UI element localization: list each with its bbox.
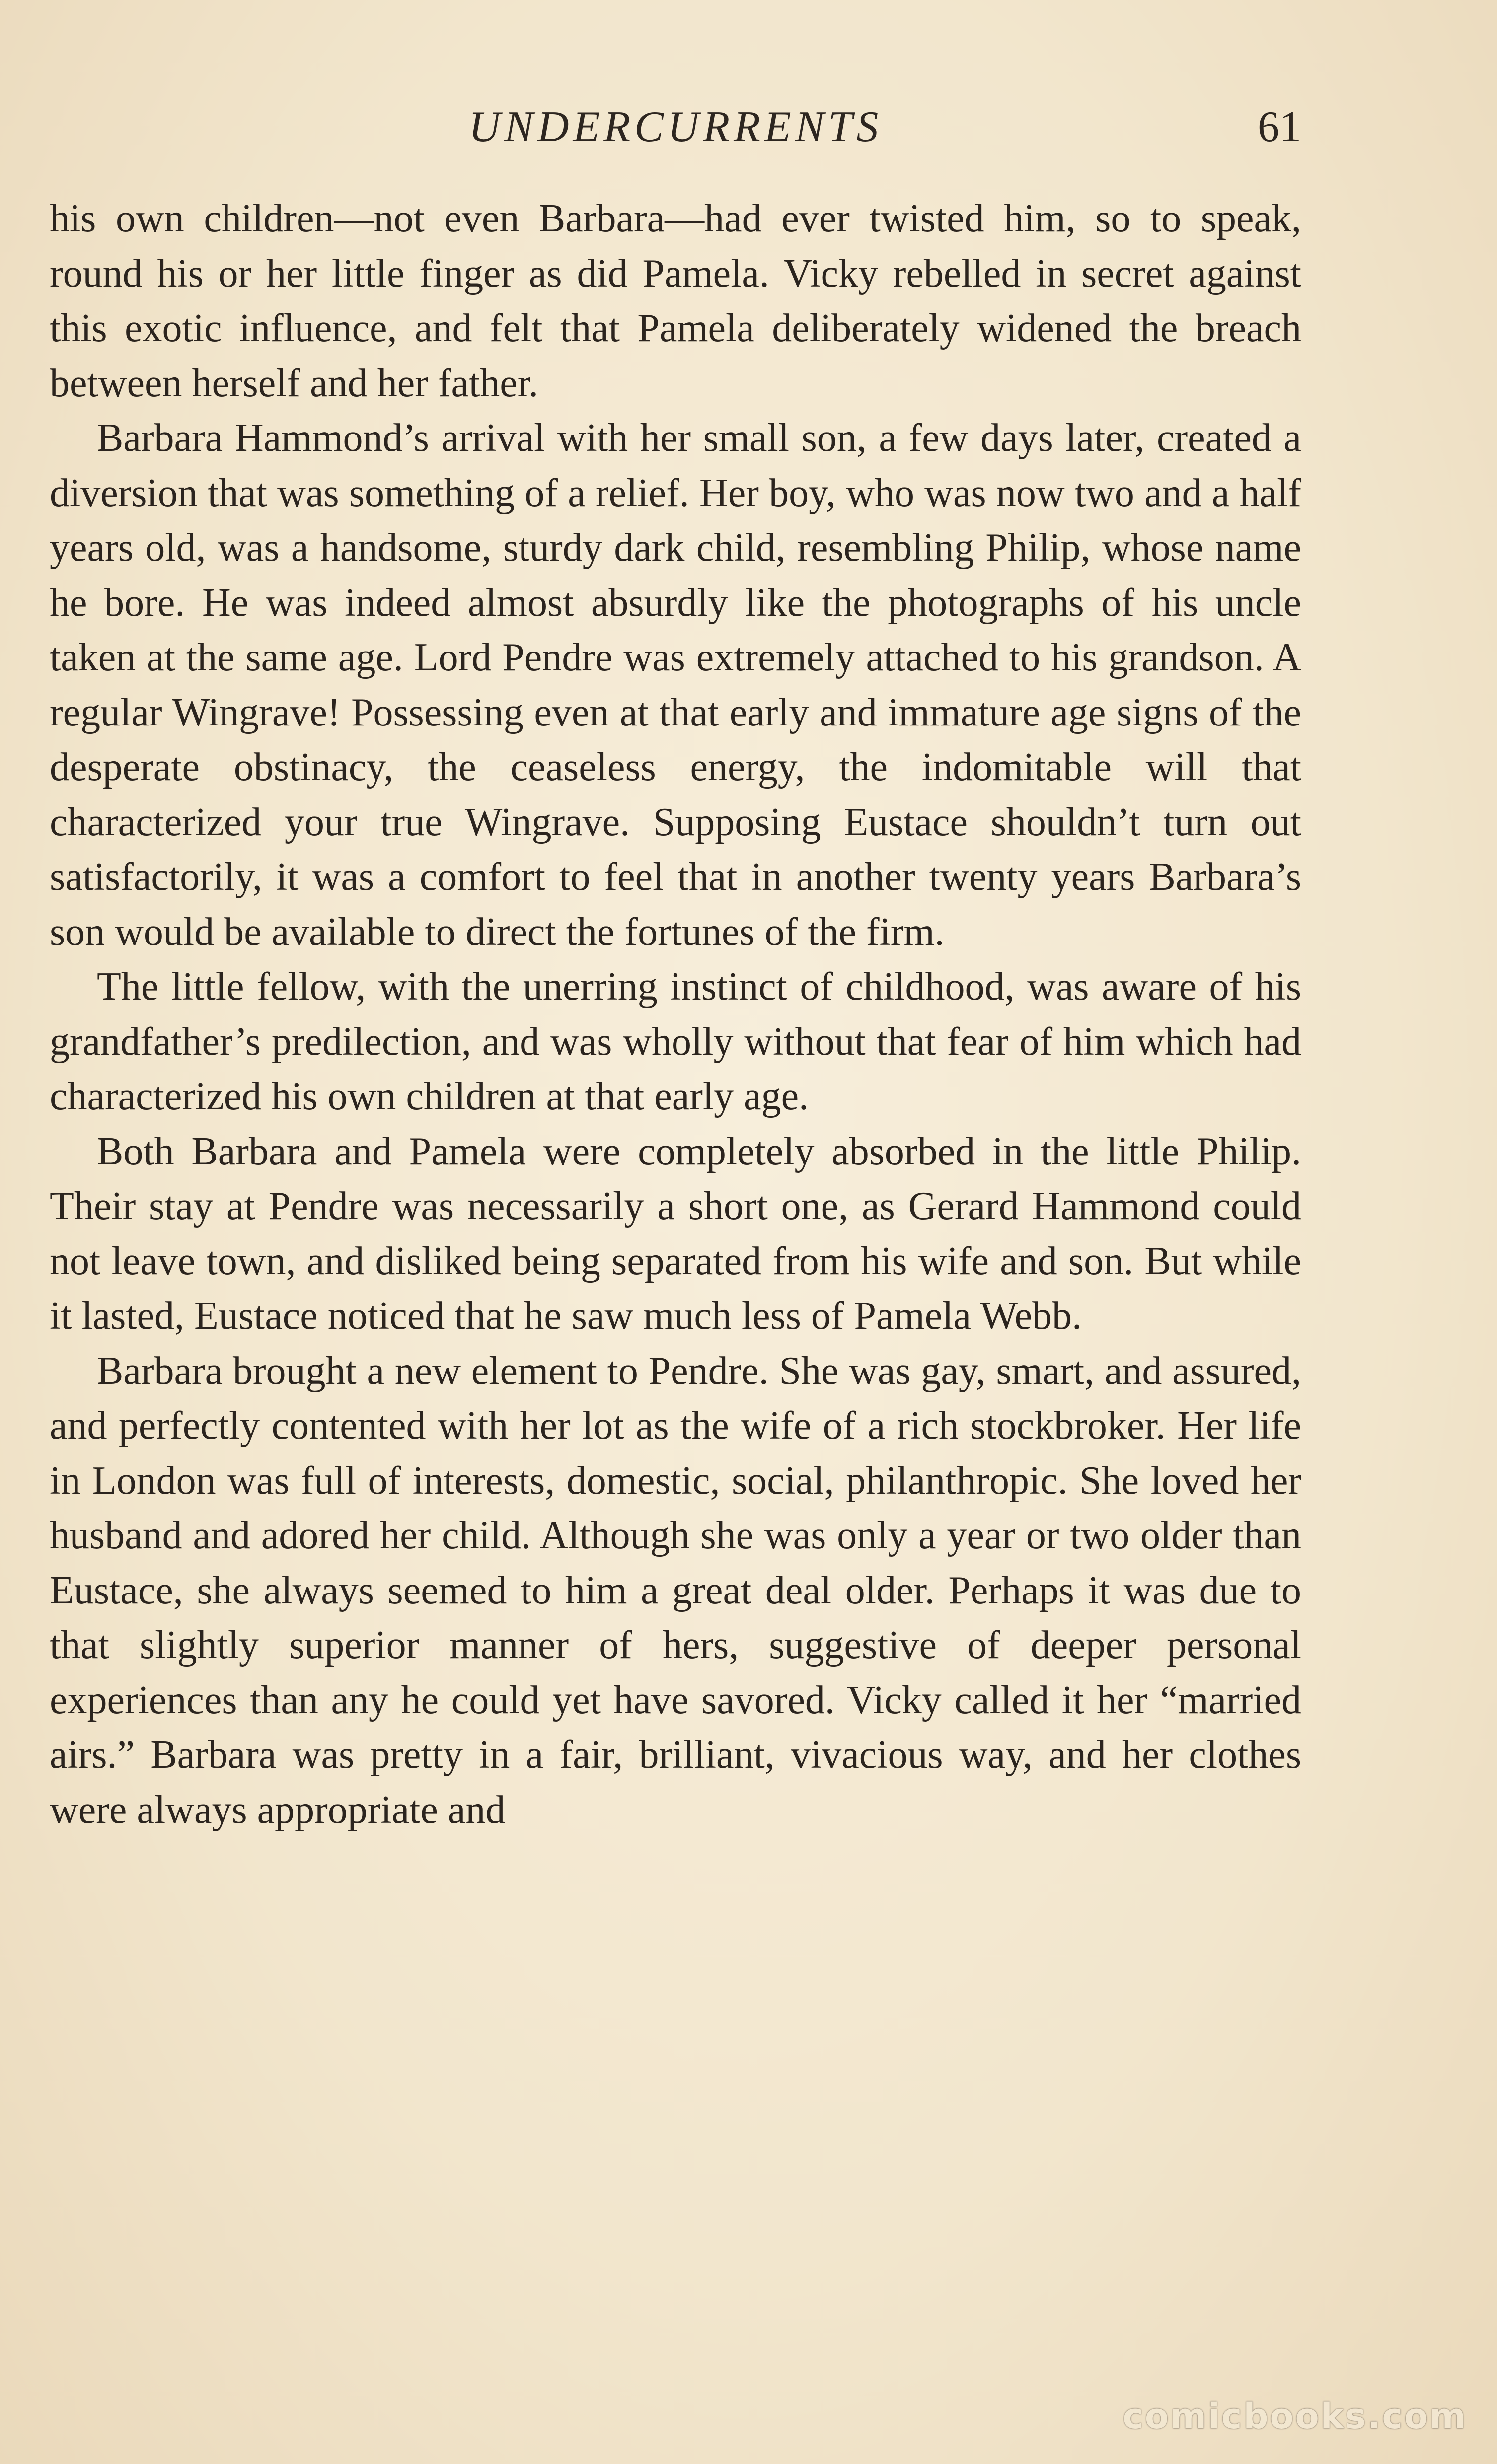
- paragraph-1: his own children—not even Barbara—had ever twisted him, so to speak, round his or her little finger as did Pamela. Vicky rebelled in secret against this exotic influence, and felt that Pamela deliberately widened the breach between herself and her father.: [50, 197, 1301, 405]
- paragraph-4: Both Barbara and Pamela were completely absorbed in the little Philip. Their stay at Pendre was necessarily a short one, as Gerard Hammond could not leave town, and disliked being separated from his wife and son. But while it lasted, Eustace noticed that he saw much less of Pamela Webb.: [50, 1129, 1301, 1338]
- paragraph-2: Barbara Hammond’s arrival with her small son, a few days later, created a diversion that was something of a relief. Her boy, who was now two and a half years old, was a handsome, sturdy dark child, resembling Philip, whose name he bore. He was indeed almost absurdly like the photographs of his uncle taken at the same age. Lord Pendre was extremely attached to his grandson. A regular Wingrave! Possessing even at that early and immature age signs of the desperate obstinacy, the ceaseless energy, the indomitable will that characterized your true Wingrave. Supposing Eustace shouldn’t turn out satisfactorily, it was a comfort to feel that in another twenty years Barbara’s son would be available to direct the fortunes of the firm.: [50, 416, 1301, 954]
- paragraph-3: The little fellow, with the unerring instinct of childhood, was aware of his grandfather’s predilection, and was wholly without that fear of him which had characterized his own children at that early age.: [50, 965, 1301, 1118]
- watermark-logo: comicbooks.com: [1123, 2396, 1467, 2437]
- body-text: [50, 191, 1301, 1837]
- running-head: [50, 102, 1301, 161]
- paragraph-5: Barbara brought a new element to Pendre. She was gay, smart, and assured, and perfectly contented with her lot as the wife of a rich stockbroker. Her life in London was full of interests, domestic, social, philanthropic. She loved her husband and adored her child. Although she was only a year or two older than Eustace, she always seemed to him a great deal older. Perhaps it was due to that slightly superior manner of hers, suggestive of deeper personal experiences than any he could yet have savored. Vicky called it her “married airs.” Barbara was pretty in a fair, brilliant, vivacious way, and her clothes were always appropriate and: [50, 1349, 1301, 1832]
- page-number: 61: [1258, 103, 1301, 151]
- running-title: UNDERCURRENTS: [468, 103, 883, 151]
